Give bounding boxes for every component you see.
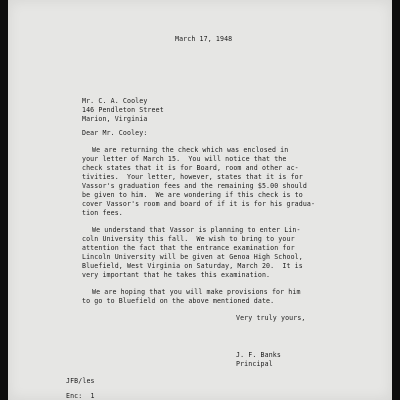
paragraph-1-line: be given to him. We are wondering if this check is to bbox=[82, 191, 303, 199]
enclosure-note: Enc: 1 bbox=[66, 392, 95, 400]
signer-name: J. F. Banks bbox=[236, 351, 281, 359]
letter-page bbox=[8, 0, 392, 400]
paragraph-2-line: Lincoln University will be given at Genoa High School, bbox=[82, 253, 303, 261]
addressee-city: Marion, Virginia bbox=[82, 115, 148, 123]
paragraph-1-line: Vassor's graduation fees and the remaining $5.00 should bbox=[82, 182, 307, 190]
paragraph-1-line: tion fees. bbox=[82, 209, 123, 217]
addressee-name: Mr. C. A. Cooley bbox=[82, 97, 148, 105]
closing: Very truly yours, bbox=[236, 314, 306, 322]
signer-title: Principal bbox=[236, 360, 273, 368]
paragraph-2-line: very important that he takes this examination. bbox=[82, 271, 271, 279]
paragraph-2-line: coln University this fall. We wish to bring to your bbox=[82, 235, 295, 243]
paragraph-1-line: your letter of March 15. You will notice that the bbox=[82, 155, 287, 163]
paragraph-2-line: We understand that Vassor is planning to enter Lin- bbox=[92, 226, 301, 234]
salutation: Dear Mr. Cooley: bbox=[82, 129, 148, 137]
paragraph-1-line: We are returning the check which was enclosed in bbox=[92, 146, 289, 154]
paragraph-3-line: We are hoping that you will make provisions for him bbox=[92, 288, 301, 296]
paragraph-2-line: attention the fact that the entrance examination for bbox=[82, 244, 295, 252]
paragraph-1-line: cover Vassor's room and board of if it is for his gradua- bbox=[82, 200, 316, 208]
paragraph-2-line: Bluefield, West Virginia on Saturday, March 20. It is bbox=[82, 262, 303, 270]
paragraph-1-line: tivities. Your letter, however, states that it is for bbox=[82, 173, 303, 181]
paragraph-3-line: to go to Bluefield on the above mentioned date. bbox=[82, 297, 275, 305]
reference-initials: JFB/les bbox=[66, 377, 95, 385]
letter-date: March 17, 1948 bbox=[175, 35, 233, 43]
addressee-street: 146 Pendleton Street bbox=[82, 106, 164, 114]
paragraph-1-line: check states that it is for Board, room and other ac- bbox=[82, 164, 299, 172]
